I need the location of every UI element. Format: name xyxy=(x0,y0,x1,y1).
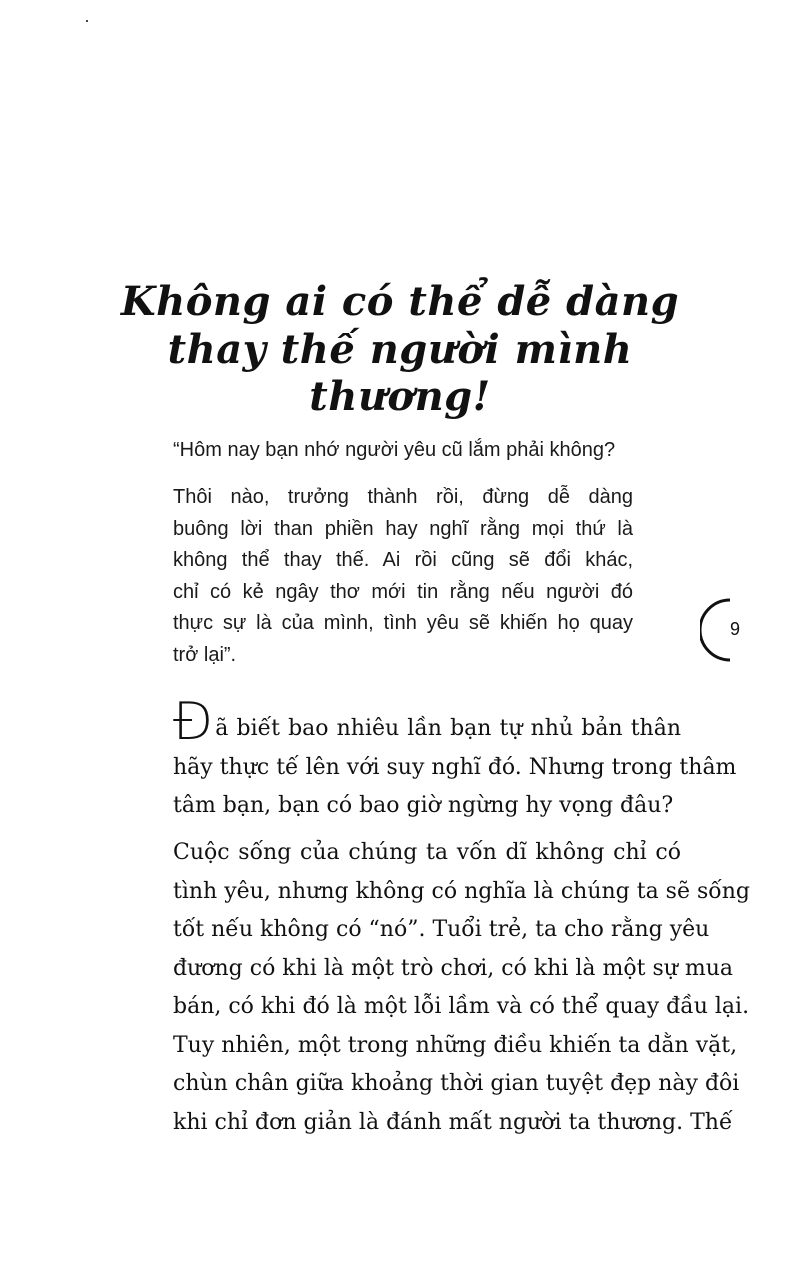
quote-line: buông lời than phiền hay nghĩ rằng mọi thứ là xyxy=(173,517,633,540)
chapter-title-line-2: thay thế người mình thương! xyxy=(167,326,633,420)
body-line: tốt nếu không có “nó”. Tuổi trẻ, ta cho rằng yêu xyxy=(173,917,710,942)
quote-line: chỉ có kẻ ngây thơ mới tin rằng nếu người đó xyxy=(173,580,633,603)
body-line: chùn chân giữa khoảng thời gian tuyệt đẹp này đôi xyxy=(173,1071,740,1096)
quote-paragraph xyxy=(173,482,633,671)
body-paragraph-1 xyxy=(173,692,737,826)
body-line-text: ã biết bao nhiêu lần bạn tự nhủ bản thân xyxy=(215,716,681,741)
body-line-text: Cuộc sống của chúng ta vốn dĩ không chỉ có xyxy=(173,840,681,865)
drop-cap: Đ xyxy=(173,692,214,752)
body-line: tâm bạn, bạn có bao giờ ngừng hy vọng đâu? xyxy=(173,793,674,818)
body-line: khi chỉ đơn giản là đánh mất người ta thương. Thế xyxy=(173,1109,733,1135)
body-line xyxy=(173,834,681,873)
body-paragraph-2 xyxy=(173,834,750,1142)
body-line: bán, có khi đó là một lỗi lầm và có thể quay đầu lại. xyxy=(173,994,750,1019)
quote-line: Thôi nào, trưởng thành rồi, đừng dễ dàng xyxy=(173,486,633,508)
page-number-marker xyxy=(700,597,760,663)
quote-first-line: “Hôm nay bạn nhớ người yêu cũ lắm phải không? xyxy=(173,439,616,461)
body-line: đương có khi là một trò chơi, có khi là một sự mua xyxy=(173,955,734,981)
body-line xyxy=(173,692,681,752)
scan-speck xyxy=(86,20,88,22)
quote-line: không thể thay thế. Ai rồi cũng sẽ đổi khác, xyxy=(173,549,633,571)
body-line: tình yêu, nhưng không có nghĩa là chúng ta sẽ sống xyxy=(173,878,750,904)
chapter-title-line-1: Không ai có thể dễ dàng xyxy=(120,278,680,325)
page-number: 9 xyxy=(730,619,741,639)
quote-line: trở lại”. xyxy=(173,643,237,666)
quote-line: thực sự là của mình, tình yêu sẽ khiến họ quay xyxy=(173,612,633,634)
body-line: Tuy nhiên, một trong những điều khiến ta dằn vặt, xyxy=(173,1032,738,1058)
body-line: hãy thực tế lên với suy nghĩ đó. Nhưng trong thâm xyxy=(173,754,737,780)
